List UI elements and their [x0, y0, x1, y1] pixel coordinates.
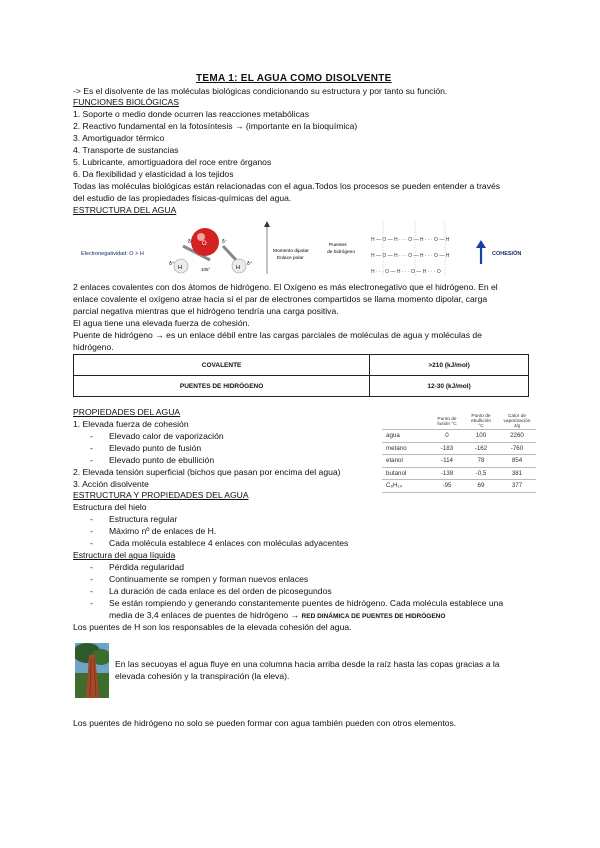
hbond-label: Puentes [329, 243, 347, 248]
bullet-dash: - [90, 538, 93, 548]
table-cell: 12-30 (kJ/mol) [370, 376, 529, 397]
structure-paragraph: enlace covalente el oxígeno atrae hacia sí el par de electrones compartidos se llama momento dipolar, carga [73, 294, 488, 304]
table-cell: 100 [464, 430, 498, 443]
table-header-cell: Punto de fusión °C [430, 414, 464, 430]
bullet-dash: - [90, 455, 93, 465]
function-item: 4. Transporte de sustancias [73, 145, 179, 155]
final-note: Los puentes de hidrógeno no solo se pueden formar con agua también pueden con otros elementos. [73, 718, 457, 728]
table-cell: etanol [382, 455, 430, 468]
bullet-dash: - [90, 526, 93, 536]
structure-paragraph: parcial negativa mientras que el hidrógeno tendría una carga positiva. [73, 306, 339, 316]
svg-text:H — O — H · · · O — H · · · O: H — O — H · · · O — H · · · O — H [371, 237, 450, 243]
table-cell: agua [382, 430, 430, 443]
ice-section-heading: ESTRUCTURA Y PROPIEDADES DEL AGUA [73, 490, 249, 500]
bullet-dash: - [90, 586, 93, 596]
ice-item: Máximo nº de enlaces de H. [109, 526, 217, 536]
sequoia-image [75, 643, 109, 698]
structure-paragraph: hidrógeno. [73, 342, 114, 352]
properties-heading: PROPIEDADES DEL AGUA [73, 407, 181, 417]
property-subitem: Elevado punto de ebullición [109, 455, 215, 465]
polar-bond-label: Enlace polar [277, 256, 304, 261]
oxygen-label: O [202, 241, 207, 247]
hbond-label: de hidrógeno [327, 250, 356, 255]
dynamic-network-label: RED DINÁMICA DE PUENTES DE HIDRÓGENO [301, 613, 446, 620]
ice-item: Estructura regular [109, 514, 178, 524]
table-row [74, 376, 529, 397]
table-row [382, 430, 536, 443]
oxygen-highlight [197, 233, 205, 241]
electronegativity-label: Electronegatividad: O > H [81, 251, 144, 257]
svg-text:H — O — H · · · O — H · · · O: H — O — H · · · O — H · · · O — H [371, 253, 450, 259]
hbond-closing: Los puentes de H son los responsables de la elevada cohesión del agua. [73, 622, 352, 632]
property-item: 1. Elevada fuerza de cohesión [73, 419, 189, 429]
function-item: 1. Soporte o medio donde ocurren las reacciones metabólicas [73, 109, 309, 119]
table-header-cell [382, 414, 430, 430]
liquid-item: Pérdida regularidad [109, 562, 185, 572]
dipole-label: Momento dipolar [273, 249, 309, 254]
liquid-cont-text: media de 3,4 enlaces de puentes de hidrógeno → [109, 610, 300, 620]
bullet-dash: - [90, 574, 93, 584]
liquid-item: Se están rompiendo y generando constantemente puentes de hidrógeno. Cada molécula establece una [109, 598, 504, 608]
cohesion-label: COHESIÓN [492, 251, 522, 257]
table-row [382, 467, 536, 480]
functions-summary: Todas las moléculas biológicas están relacionadas con el agua.Todos los procesos se pueden entender a través [73, 181, 501, 191]
function-item: 5. Lubricante, amortiguadora del roce entre órganos [73, 157, 272, 167]
table-cell: -162 [464, 442, 498, 455]
table-cell: -0,5 [464, 467, 498, 480]
bond-energy-table [73, 354, 529, 397]
liquid-item-continuation [109, 610, 445, 622]
functions-summary: del estudio de las propiedades físicas-químicas del agua. [73, 193, 292, 203]
table-cell: -760 [498, 442, 536, 455]
table-cell: 78 [464, 455, 498, 468]
table-header-cell: Punto de ebullición °C [464, 414, 498, 430]
structure-paragraph: El agua tiene una elevada fuerza de cohesión. [73, 318, 250, 328]
cohesion-arrow-head [476, 240, 486, 248]
bond-angle-label: 105° [201, 267, 211, 272]
delta-minus-label: δ⁻ [222, 239, 228, 245]
water-structure-figure [73, 218, 533, 278]
table-header-cell: Calor de vaporización J/g [498, 414, 536, 430]
liquid-heading: Estructura del agua líquida [73, 550, 176, 560]
table-cell: 0 [430, 430, 464, 443]
oh-bond [223, 246, 236, 260]
function-item: 6. Da flexibilidad y elasticidad a los tejidos [73, 169, 234, 179]
property-subitem: Elevado punto de fusión [109, 443, 202, 453]
bullet-dash: - [90, 443, 93, 453]
table-row [74, 355, 529, 376]
dipole-arrow-head [264, 221, 270, 227]
table-cell: -114 [430, 455, 464, 468]
table-cell: 377 [498, 480, 536, 493]
sequoia-text: elevada cohesión y la transpiración (la eleva). [115, 671, 290, 681]
liquid-item: Continuamente se rompen y forman nuevos enlaces [109, 574, 309, 584]
table-cell: -183 [430, 442, 464, 455]
table-cell: 2260 [498, 430, 536, 443]
table-header-row [382, 414, 536, 430]
hydrogen-label: H [178, 265, 182, 271]
table-cell: C₆H₁₄ [382, 480, 430, 493]
table-cell: metano [382, 442, 430, 455]
delta-minus-label: δ⁻ [188, 239, 194, 245]
delta-plus-label: δ⁺ [247, 261, 253, 267]
structure-paragraph: 2 enlaces covalentes con dos átomos de hidrógeno. El Oxígeno es más electronegativo que el hidrógeno. En el [73, 282, 498, 292]
bullet-dash: - [90, 598, 93, 608]
property-item: 2. Elevada tensión superficial (bichos que pasan por encima del agua) [73, 467, 341, 477]
svg-text:H · · · O — H · · · O — H · ·: H · · · O — H · · · O — H · · · O [371, 269, 441, 275]
liquid-item: La duración de cada enlace es del orden de picosegundos [109, 586, 332, 596]
hydrogen-label: H [236, 265, 240, 271]
bullet-dash: - [90, 431, 93, 441]
table-row [382, 455, 536, 468]
physical-properties-table [382, 414, 536, 493]
structure-heading: ESTRUCTURA DEL AGUA [73, 205, 177, 215]
table-cell: COVALENTE [74, 355, 370, 376]
hydrogen-bond-network [371, 222, 450, 276]
table-cell: 69 [464, 480, 498, 493]
ice-item: Cada molécula establece 4 enlaces con moléculas adyacentes [109, 538, 349, 548]
table-row [382, 480, 536, 493]
property-subitem: Elevado calor de vaporización [109, 431, 224, 441]
function-item: 2. Reactivo fundamental en la fotosíntesis → (importante en la bioquímica) [73, 121, 358, 131]
structure-paragraph: Puente de hidrógeno → es un enlace débil entre las cargas parciales de moléculas de agua y moléculas de [73, 330, 482, 340]
table-cell: PUENTES DE HIDRÓGENO [74, 376, 370, 397]
table-cell: -95 [430, 480, 464, 493]
table-cell: -138 [430, 467, 464, 480]
delta-plus-label: δ⁺ [169, 261, 175, 267]
intro-text: -> Es el disolvente de las moléculas biológicas condicionando su estructura y por tanto su función. [73, 86, 448, 96]
table-cell: butanol [382, 467, 430, 480]
bullet-dash: - [90, 514, 93, 524]
table-cell: 381 [498, 467, 536, 480]
table-cell: >210 (kJ/mol) [370, 355, 529, 376]
table-cell: 854 [498, 455, 536, 468]
bullet-dash: - [90, 562, 93, 572]
ice-heading: Estructura del hielo [73, 502, 147, 512]
sequoia-text: En las secuoyas el agua fluye en una columna hacia arriba desde la raíz hasta las copas gracias a la [115, 659, 500, 669]
page-title: TEMA 1: EL AGUA COMO DISOLVENTE [196, 73, 392, 84]
function-item: 3. Amortiguador térmico [73, 133, 165, 143]
property-item: 3. Acción disolvente [73, 479, 149, 489]
functions-heading: FUNCIONES BIOLÓGICAS [73, 97, 180, 107]
table-row [382, 442, 536, 455]
